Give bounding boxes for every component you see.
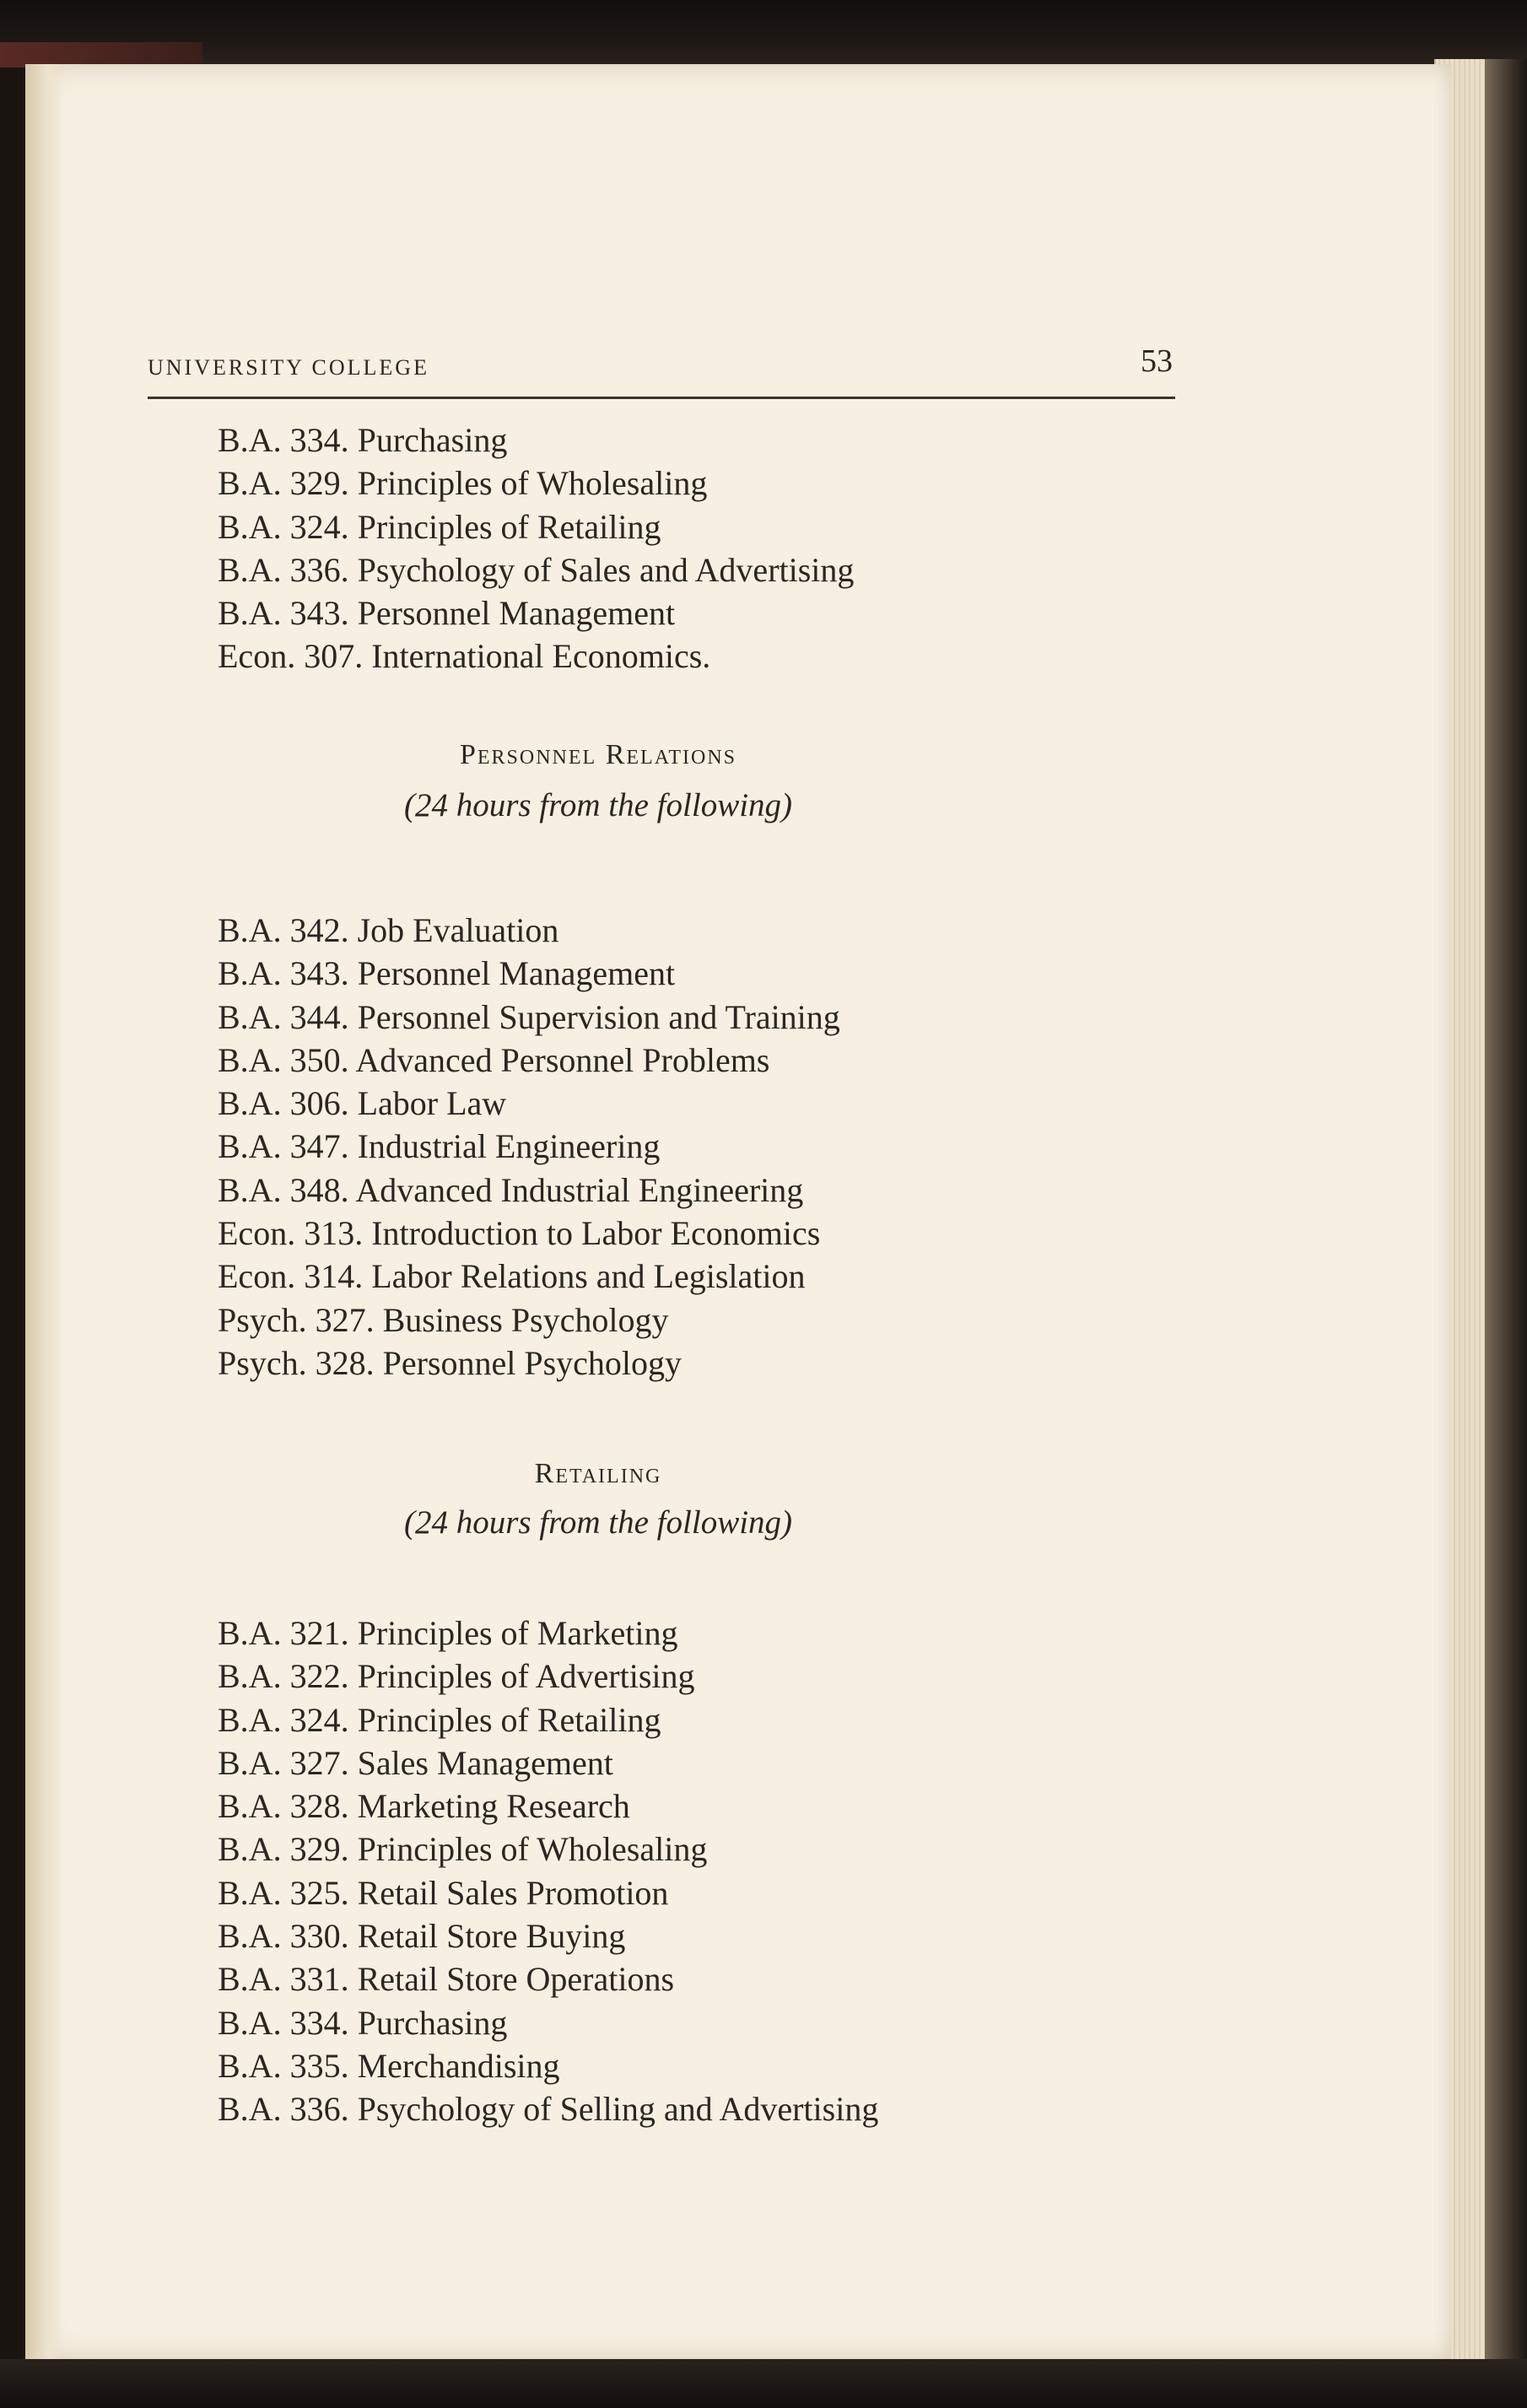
course-item: Econ. 314. Labor Relations and Legislation bbox=[218, 1257, 806, 1296]
course-item: B.A. 329. Principles of Wholesaling bbox=[218, 1830, 708, 1869]
intro-course-list bbox=[218, 418, 854, 678]
course-item: B.A. 329. Principles of Wholesaling bbox=[218, 464, 708, 503]
section-subtitle-retailing: (24 hours from the following) bbox=[403, 1504, 793, 1541]
course-item: B.A. 336. Psychology of Sales and Advertising bbox=[218, 550, 855, 589]
course-item: B.A. 325. Retail Sales Promotion bbox=[218, 1873, 669, 1912]
section-subtitle-personnel-relations: (24 hours from the following) bbox=[403, 787, 793, 823]
course-item: B.A. 336. Psychology of Selling and Advertising bbox=[218, 2090, 879, 2129]
course-item: B.A. 324. Principles of Retailing bbox=[218, 507, 661, 546]
course-item: B.A. 324. Principles of Retailing bbox=[218, 1700, 661, 1739]
book-page bbox=[25, 64, 1451, 2359]
book-cover-top bbox=[0, 0, 1527, 67]
page-gutter-shadow bbox=[25, 64, 64, 2359]
retailing-course-list bbox=[218, 1612, 878, 2131]
personnel-relations-course-list bbox=[218, 909, 840, 1385]
course-item: B.A. 348. Advanced Industrial Engineering bbox=[218, 1170, 804, 1209]
course-item: B.A. 342. Job Evaluation bbox=[218, 911, 559, 949]
course-item: Econ. 313. Introduction to Labor Economics bbox=[218, 1214, 821, 1253]
course-item: B.A. 306. Labor Law bbox=[218, 1084, 507, 1123]
course-item: B.A. 321. Principles of Marketing bbox=[218, 1614, 678, 1652]
course-item: B.A. 334. Purchasing bbox=[218, 2003, 508, 2042]
course-item: Econ. 307. International Economics. bbox=[218, 637, 711, 676]
header-rule bbox=[148, 397, 1175, 399]
section-title-retailing: Retailing bbox=[534, 1458, 662, 1489]
course-item: Psych. 328. Personnel Psychology bbox=[218, 1343, 682, 1382]
course-item: B.A. 327. Sales Management bbox=[218, 1743, 613, 1782]
course-item: B.A. 334. Purchasing bbox=[218, 421, 508, 459]
course-item: B.A. 343. Personnel Management bbox=[218, 954, 676, 993]
course-item: B.A. 331. Retail Store Operations bbox=[218, 1960, 675, 1999]
section-title-personnel-relations: Personnel Relations bbox=[459, 739, 737, 770]
book-cover-side bbox=[1485, 59, 1527, 2362]
course-item: Psych. 327. Business Psychology bbox=[218, 1300, 669, 1339]
course-item: B.A. 344. Personnel Supervision and Training bbox=[218, 997, 840, 1036]
page-number: 53 bbox=[1141, 343, 1173, 379]
course-item: B.A. 322. Principles of Advertising bbox=[218, 1657, 695, 1696]
book-cover-bottom bbox=[0, 2359, 1527, 2408]
course-item: B.A. 343. Personnel Management bbox=[218, 594, 676, 633]
running-head: UNIVERSITY COLLEGE bbox=[148, 355, 429, 380]
course-item: B.A. 328. Marketing Research bbox=[218, 1787, 630, 1826]
course-item: B.A. 335. Merchandising bbox=[218, 2046, 560, 2085]
course-item: B.A. 330. Retail Store Buying bbox=[218, 1917, 626, 1956]
course-item: B.A. 347. Industrial Engineering bbox=[218, 1127, 661, 1166]
course-item: B.A. 350. Advanced Personnel Problems bbox=[218, 1040, 770, 1079]
